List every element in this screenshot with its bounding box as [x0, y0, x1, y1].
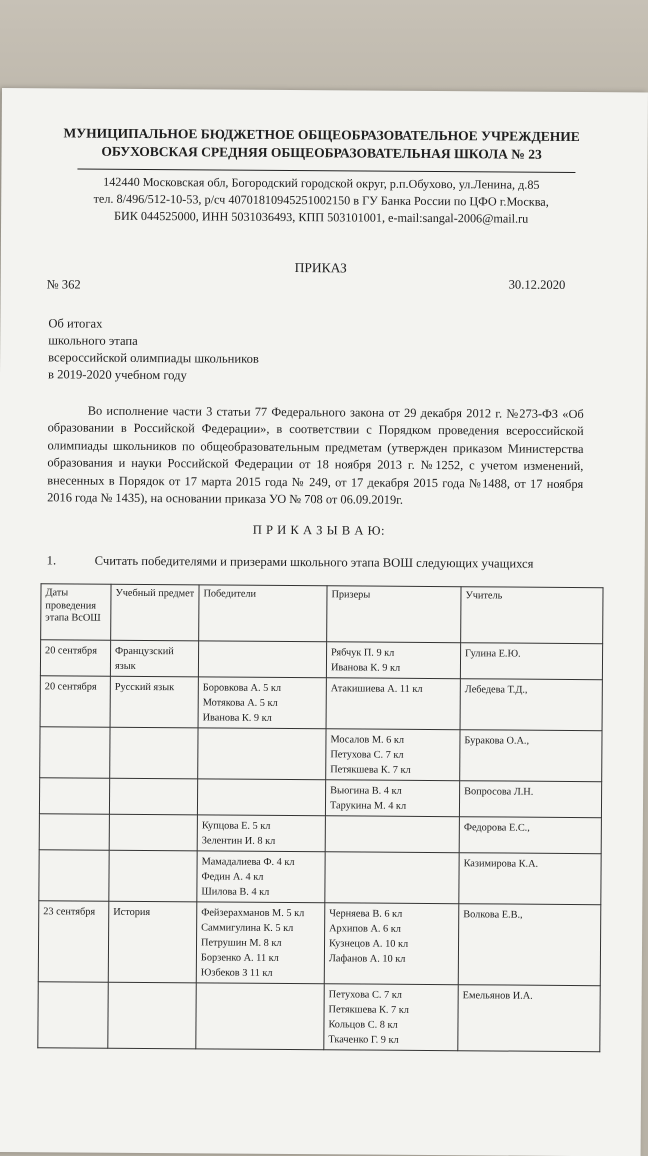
cell-date [40, 727, 110, 778]
cell-winners [198, 641, 326, 678]
cell-prize: Атакишиева А. 11 кл [326, 678, 460, 730]
cell-date: 20 сентября [40, 640, 110, 676]
item1-number: 1. [46, 553, 57, 568]
cell-winners [197, 779, 325, 816]
cell-teacher: Гулина Е.Ю. [460, 643, 602, 680]
subject-line3: всероссийской олимпиады школьников [48, 350, 259, 366]
cell-winners: Мамадалиева Ф. 4 кл Федин А. 4 кл Шилова В. 4 кл [197, 851, 325, 903]
subject-line1: Об итогах [48, 316, 103, 331]
cell-prize: Рябчук П. 9 кл Иванова К. 9 кл [326, 642, 460, 679]
cell-prize: Вьюгина В. 4 кл Тарукина М. 4 кл [325, 780, 459, 817]
subject-line2: школьного этапа [48, 333, 138, 348]
school-name-line1: МУНИЦИПАЛЬНОЕ БЮДЖЕТНОЕ ОБЩЕОБРАЗОВАТЕЛЬНОЕ УЧРЕЖДЕНИЕ [63, 125, 580, 145]
cell-winners: Фейзерахманов М. 5 кл Саммигулина К. 5 кл Петрушин М. 8 кл Борзенко А. 11 кл Юзбеков З 11 кл [196, 902, 325, 984]
table-row [40, 640, 602, 680]
cell-subject [109, 850, 197, 902]
cell-prize [325, 852, 459, 904]
header-teacher: Учитель [461, 587, 603, 644]
decree-heading: П Р И К А З Ы В А Ю: [252, 522, 386, 538]
table-row [39, 778, 601, 818]
cell-teacher: Буракова О.А., [460, 730, 602, 782]
header-prize: Призеры [327, 586, 461, 643]
header-subject: Учебный предмет [111, 584, 199, 641]
cell-teacher: Федорова Е.С., [459, 817, 601, 854]
cell-winners: Купцова Е. 5 кл Зелентин И. 8 кл [197, 815, 325, 852]
cell-date: 23 сентября [38, 901, 109, 982]
header-winners: Победители [199, 585, 327, 642]
address-line2: тел. 8/496/512-10-53, р/сч 40701810945251002150 в ГУ Банка России по ЦФО г.Москва, [93, 191, 549, 209]
cell-subject: История [108, 901, 197, 983]
cell-prize: Петухова С. 7 кл Петякшева К. 7 кл Кольцов С. 8 кл Ткаченко Г. 9 кл [324, 984, 458, 1051]
table-row [38, 982, 600, 1052]
cell-date [38, 982, 108, 1048]
address-line3: БИК 044525000, ИНН 5031036493, КПП 503101001, e-mail:sangal-2006@mail.ru [113, 208, 529, 226]
order-number: № 362 [46, 277, 81, 292]
cell-subject: Французский язык [110, 640, 198, 677]
cell-teacher: Вопросова Л.Н. [459, 781, 601, 818]
preamble-paragraph: Во исполнение части 3 статьи 77 Федерального закона от 29 декабря 2012 г. №273-ФЗ «Об образовании в Российской Федерации», в соответствии с Порядком проведения всероссийской олимпиады школьников по общеобразовательным предметам (утвержден приказом Министерства образования и науки Российской Федерации от 18 ноября 2013 г. №1252, с учетом изменений, внесенных в Порядок от 17 марта 2015 года № 249, от 17 декабря 2015 года №1488, от 17 ноября 2016 года № 1435), на основании приказа УО № 708 от 06.09.2019г. [47, 403, 584, 507]
cell-subject [109, 778, 197, 815]
header-date: Даты проведения этапа ВсОШ [41, 584, 111, 640]
table-row [40, 727, 602, 782]
address-line1: 142440 Московская обл, Богородский городской округ, р.п.Обухово, ул.Ленина, д.85 [103, 174, 540, 192]
order-title: ПРИКАЗ [294, 260, 347, 276]
cell-date [39, 814, 109, 850]
table-header-row [41, 584, 603, 644]
cell-date [39, 850, 109, 901]
item1-text: Считать победителями и призерами школьного этапа ВОШ следующих учащихся [94, 553, 534, 571]
cell-winners: Боровкова А. 5 кл Мотякова А. 5 кл Иванова К. 9 кл [198, 677, 326, 729]
table-row [38, 901, 601, 986]
order-date: 30.12.2020 [508, 277, 566, 292]
cell-date [39, 778, 109, 814]
cell-subject: Русский язык [110, 676, 198, 728]
cell-prize [325, 816, 459, 853]
cell-subject [110, 727, 198, 779]
header-rule [77, 169, 575, 173]
cell-subject [109, 814, 197, 851]
table-row [40, 676, 602, 731]
cell-teacher: Волкова Е.В., [458, 904, 601, 986]
cell-date: 20 сентября [40, 676, 110, 727]
table-row [39, 850, 601, 905]
cell-teacher: Лебедева Т.Д., [460, 679, 602, 731]
cell-subject [108, 982, 196, 1049]
cell-winners [198, 728, 326, 780]
cell-teacher: Емельянов И.А. [458, 985, 600, 1052]
subject-line4: в 2019-2020 учебном году [47, 367, 187, 383]
cell-teacher: Казимирова К.А. [459, 853, 601, 905]
table-row [39, 814, 601, 854]
cell-prize: Черняева В. 6 кл Архипов А. 6 кл Кузнецов А. 10 кл Лафанов А. 10 кл [324, 903, 459, 985]
cell-winners [196, 983, 324, 1050]
results-table [37, 583, 603, 1052]
document-page [0, 88, 648, 1156]
cell-prize: Мосалов М. 6 кл Петухова С. 7 кл Петякшева К. 7 кл [326, 729, 460, 781]
school-name-line2: ОБУХОВСКАЯ СРЕДНЯЯ ОБЩЕОБРАЗОВАТЕЛЬНАЯ ШКОЛА № 23 [101, 143, 542, 162]
